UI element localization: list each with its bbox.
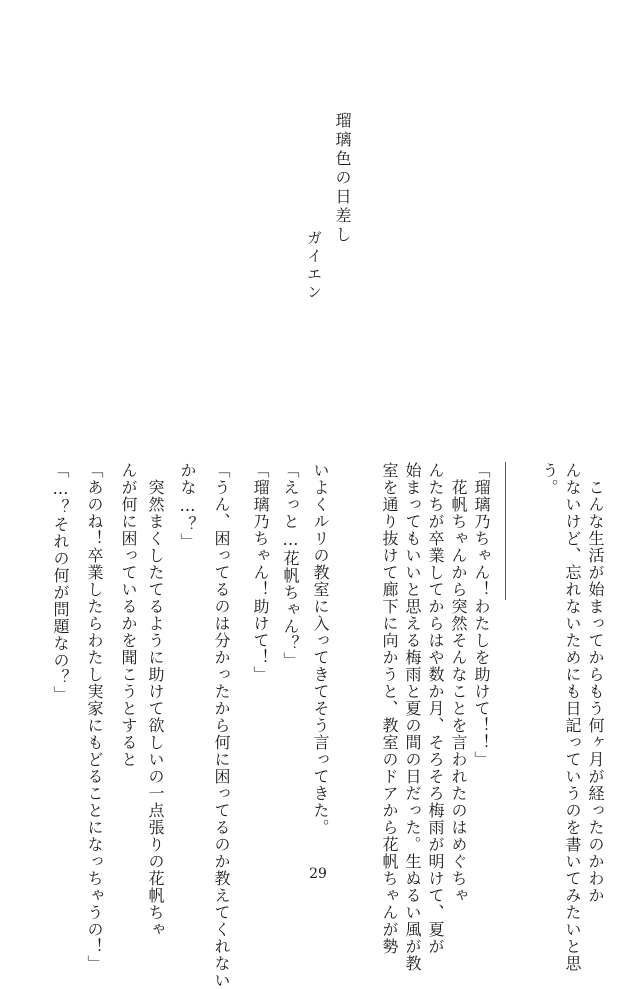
body-column-16: 「あのね！卒業したらわたし実家にもどることになっちゃうの！」 <box>85 462 104 972</box>
body-column-17: 「…？それの何が問題なの？」 <box>51 462 70 703</box>
body-column-6: んたちが卒業してからはや数か月、そろそろ梅雨が明けて、夏が <box>426 462 445 955</box>
body-column-5: 花帆ちゃんから突然そんなことを言われたのはめぐちゃ <box>449 462 468 904</box>
story-title: 瑠璃色の日差し <box>333 112 352 245</box>
page-number: 29 <box>309 866 327 882</box>
body-column-10: 「えっと…花帆ちゃん？」 <box>281 462 300 669</box>
body-column-7: 始まってもいいと思える梅雨と夏の間の日だった。生ぬるい風が教 <box>403 462 422 972</box>
body-column-4: 「瑠璃乃ちゃん！わたしを助けて！！」 <box>472 462 491 768</box>
body-column-9: いよくルリの教室に入ってきてそう言ってきた。 <box>311 462 330 836</box>
author-name: ガイエン <box>305 230 323 302</box>
body-column-13: かな…？」 <box>178 462 197 550</box>
body-column-3: う。 <box>540 462 559 496</box>
body-column-8: 室を通り抜けて廊下に向かうと、教室のドアから花帆ちゃんが勢 <box>380 462 399 955</box>
section-divider <box>505 462 506 600</box>
body-column-15: んが何に困っているかを聞こうとすると <box>119 462 138 768</box>
body-column-11: 「瑠璃乃ちゃん！助けて！」 <box>251 462 270 683</box>
body-column-12: 「うん、困ってるのは分かったから何に困ってるのか教えてくれない <box>212 462 231 989</box>
body-column-1: こんな生活が始まってからもう何ヶ月が経ったのかわか <box>586 462 605 904</box>
body-column-14: 突然まくしたてるように助けて欲しいの一点張りの花帆ちゃ <box>146 462 165 938</box>
body-column-2: んないけど、忘れないためにも日記っていうのを書いてみたいと思 <box>563 462 582 972</box>
